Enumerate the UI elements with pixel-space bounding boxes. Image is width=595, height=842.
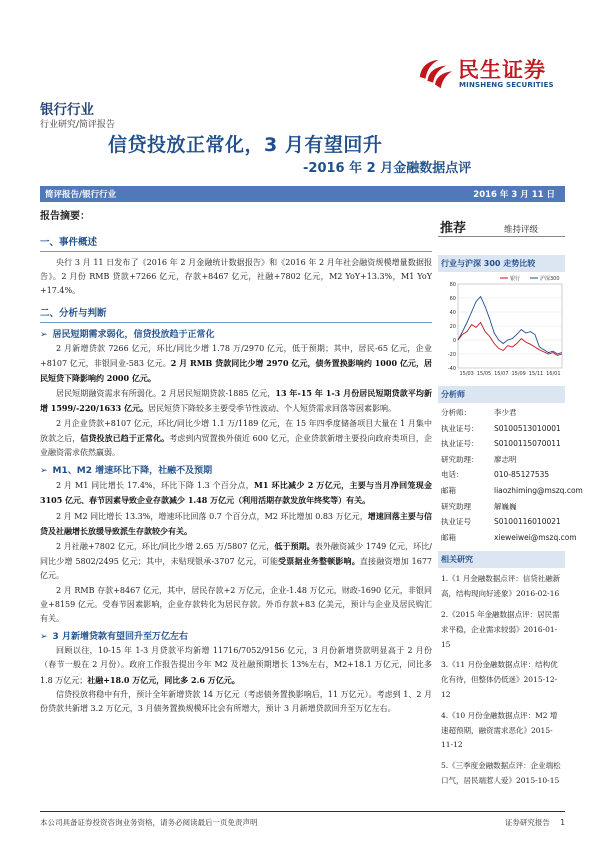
subheading-march-outlook: ➢ 3 月新增贷款有望回升至万亿左右 [40,632,188,643]
analyst-field-label: 执业证号 [441,517,471,527]
analyst-field-label: 执业证号： [441,423,479,433]
chart-y-tick-label: 80 [449,282,456,288]
chart-x-tick-label: 15/03 [459,371,474,377]
report-date: 2016 年 3 月 11 日 [473,190,555,200]
report-type-label: 简评报告/银行行业 [45,190,117,200]
subheading-money-supply: ➢ M1、M2 增速环比下降，社融不及预期 [40,466,213,477]
related-report-item: 2.《2015 年金融数据点评：居民需求平稳，企业需求较弱》2016-01-15 [441,609,560,649]
footer-divider [40,811,565,812]
analyst-row [441,530,577,546]
paragraph: 居民短期融资需求有所弱化。2 月居民短期贷款-1885 亿元，13 年-15 年 1-3 月份居民短期贷款平均新增 1599/-220/1633 亿元。居民短贷下降较多主要受季节性波动、个人短贷需求回落等因素影响。 [40,388,432,414]
chart-y-tick-label: 60 [449,296,456,302]
sidebar [438,207,583,795]
footer-right [497,817,565,828]
chart-x-tick-label: 15/07 [494,371,509,377]
analyst-heading: 分析师 [438,386,565,403]
category-label: 行业研究/简评报告 [40,120,116,130]
analyst-field-label: 分析师： [441,408,471,417]
event-paragraph: 央行 3 月 11 日发布了《2016 年 2 月金融统计数据报告》和《2016 年 2 月年社会融资规模增量数据报告》。2 月份 RMB 贷款+7266 亿元，存款+8467 亿元，社融+7802 亿元，M2 YoY+13.3%，M1 YoY +17.4%。 [40,258,432,296]
chart-series-line [458,297,562,354]
footer-doc-type: 证券研究报告 [504,818,550,827]
arrow-bullet-icon: ➢ [40,466,48,477]
report-subtitle: -2016 年 2 月金融数据点评 [303,161,472,176]
arrow-bullet-icon: ➢ [40,329,48,340]
analyst-field-value: 廖志明 [494,454,517,464]
analyst-field-value: S0100513010001 [494,423,561,433]
report-title: 信贷投放正常化，3 月有望回升 [108,134,383,156]
analyst-field-value: liaozhiming@mszq.com [494,485,583,495]
footer-disclaimer: 本公司具备证券投资咨询业务资格，请务必阅读最后一页免责声明 [40,818,258,827]
analyst-field-value: 010-85127535 [494,470,550,480]
analyst-field-value: S0100115070011 [494,439,561,449]
logo-mark-icon [416,56,454,94]
analyst-field-label: 研究助理 [441,501,471,511]
chart-y-tick-label: 40 [449,310,456,316]
chart-y-tick-label: 0 [452,338,456,344]
chart-x-tick-label: 15/09 [511,371,526,377]
analyst-row [441,405,565,421]
related-report-item: 5.《三季度金融数据点评：企业端松口气，居民端惹人爱》2015-10-15 [441,761,561,785]
analyst-row [441,483,583,499]
section-heading-event: 一、事件概述 [40,234,432,252]
main-content [40,207,432,716]
section-heading-analysis: 二、分析与判断 [40,305,432,323]
paragraph: 2 月 M2 同比增长 13.3%，增速环比回落 0.7 个百分点，M2 环比增加 0.83 万亿元，增速回落主要与信贷及社融增长放缓导致派生存款较少有关。 [40,510,432,536]
chart-x-tick-label: 16/01 [546,371,561,377]
chart-legend-label: 沪深300 [540,276,560,282]
analyst-row [441,421,565,437]
chart-x-tick-label: 15/11 [528,371,544,377]
analyst-field-label: 执业证号： [441,439,479,449]
analyst-row [441,436,565,452]
analyst-row [441,499,565,515]
paragraph: 2 月 RMB 存款+8467 亿元，其中，居民存款+2 万亿元，企业-1.48 万亿元，财政-1690 亿元，非银同业+8159 亿元。受春节因素影响，企业存款转化为居民存款。外币存款+83 亿美元，预计与企业及居民购汇有关。 [40,585,432,624]
analyst-field-label: 邮箱 [441,532,456,542]
related-list [438,568,565,788]
subheading-credit: ➢ 居民短期需求弱化，信贷投放趋于正常化 [40,329,215,340]
arrow-bullet-icon: ➢ [40,632,48,643]
related-report-item: 4.《10 月份金融数据点评：M2 增速超预期，融资需求恶化》2015-11-12 [441,710,558,750]
paragraph: 2 月新增贷款 7266 亿元，环比/同比少增 1.78 万/2970 亿元，低于预期；其中，居民-65 亿元，企业+8107 亿元，非银同业-583 亿元。2 月 RMB 贷款同比少增 2970 亿元，债务置换影响约 1000 亿元，居民短贷下降影响约 2000 亿元。 [40,343,433,384]
related-report-item: 1.《1 月金融数据点评：信贷社融新高，结构现向好迹象》2016-02-16 [441,574,561,599]
analyst-field-value: 解巍巍 [494,501,517,511]
paragraph: 信贷投放将稳中有升，预计全年新增贷款 14 万亿元（考虑债务置换影响后，11 万亿元）。考虑到 1、2 月份贷款共新增 3.2 万亿元，3 月债务置换规模环比会有所增大，预计 3 月新增贷款回升至万亿左右。 [40,689,432,714]
company-logo [416,54,566,98]
analyst-row [441,514,565,530]
rating-recommend: 推荐 [440,221,467,236]
analyst-row [441,467,565,483]
paragraph: 2 月 M1 同比增长 17.4%，环比下降 1.3 个百分点，M1 环比减少 2 万亿元，主要与当月净回笼现金 3105 亿元、春节因素导致企业存款减少 1.48 万亿元（利用活期存款发放年终奖等）有关。 [40,480,433,506]
analyst-field-value: 李少君 [494,408,517,417]
analyst-field-label: 电话： [441,470,464,480]
analyst-field-label: 研究助理： [441,454,479,464]
summary-title: 报告摘要： [40,211,90,222]
paragraph: 回顾以往，10-15 年 1-3 月贷款平均新增 11716/7052/9156 亿元，3 月份新增贷款明显高于 2 月份（春节一般在 2 月份）。政府工作报告提出今年 M2 及社融预期增长 13%左右，M2+18.1 万亿元，同比多 1.8 万亿元；社融+18.0 万亿元，同比多 2.6 万亿元。 [40,646,432,685]
chart-y-tick-label: -20 [447,352,456,358]
rating-box [438,207,565,237]
analyst-field-value: xieweiwei@mszq.com [494,532,577,542]
chart-legend-label: 银行 [510,276,521,282]
analyst-list [438,403,583,545]
analyst-field-value: S0100116010021 [494,517,561,527]
analyst-field-label: 邮箱 [441,485,456,495]
paragraph: 2 月企业贷款+8107 亿元，环比/同比少增 1.1 万/1189 亿元，在 15 年四季度储备项目大量在 1 月集中放款之后，信贷投放已趋于正常化。考虑到内贸置换外债近 600 亿元，企业贷款新增主要投向政府类项目，企业融资需求依然羸弱。 [40,418,433,458]
chart-y-tick-label: 20 [449,324,456,330]
related-report-item: 3.《11 月份金融数据点评：结构优化有待，但整体仍低迷》2015-12-12 [441,660,558,699]
trend-chart-svg [438,272,565,382]
page-number: 1 [560,818,565,827]
trend-chart [438,272,565,382]
related-heading: 相关研究 [438,551,565,568]
chart-y-tick-label: -40 [447,366,456,372]
brand-name-cn: 民生证券 [458,58,546,82]
rating-maintain: 维持评级 [504,225,539,235]
industry-label: 银行行业 [40,102,94,118]
analyst-row [441,452,565,468]
chart-x-tick-label: 15/05 [476,371,492,377]
report-info-band [40,186,565,202]
brand-name-en: MINSHENG SECURITIES [459,81,554,89]
chart-heading: 行业与沪深 300 走势比较 [438,255,565,272]
paragraph: 2 月社融+7802 亿元，环比/同比少增 2.65 万/5807 亿元，低于预期。表外融资减少 1749 亿元，环比/同比少增 5802/2495 亿元；其中，未贴现银承-3707 亿元，可能受票据业务整顿影响。直接融资增加 1677 亿元。 [40,541,433,581]
